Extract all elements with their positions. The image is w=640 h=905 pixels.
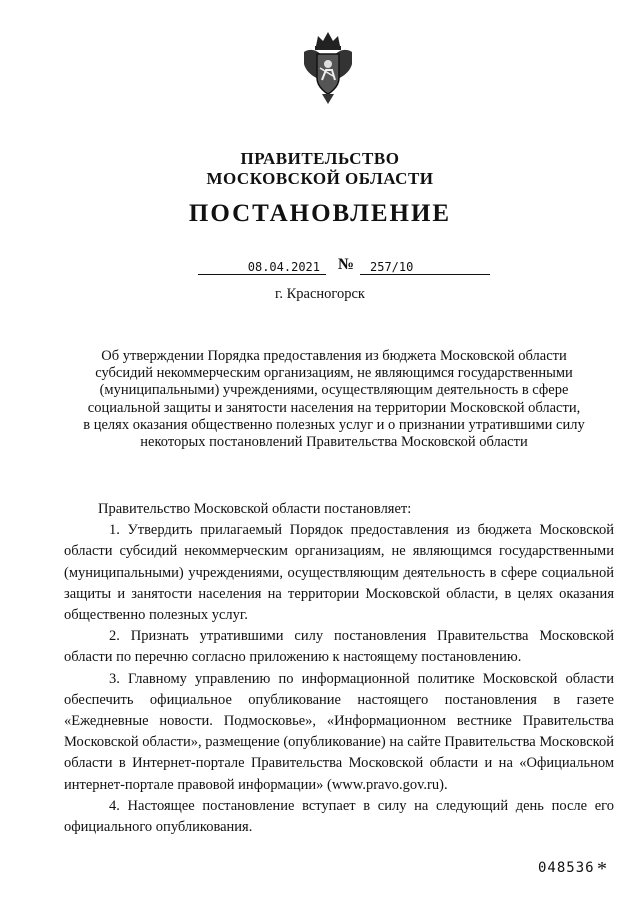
subject-line: (муниципальными) учреждениями, осуществляющим деятельность в сфере	[99, 382, 569, 399]
serial-number: 048536	[538, 860, 595, 876]
document-body	[64, 499, 614, 838]
subject-line: некоторых постановлений Правительства Московской области	[140, 434, 528, 451]
body-item-1: 1. Утвердить прилагаемый Порядок предоставления из бюджета Московской области субсидий некоммерческим организациям, не являющимся государственными (муниципальными) учреждениями, осуществляющим деятельность в сфере социальной защиты и занятости населения на территории Московской области, в целях оказания общественно полезных услуг.	[64, 522, 614, 624]
city: г. Красногорск	[275, 286, 365, 302]
subject-line: субсидий некоммерческим организациям, не являющимся государственными	[95, 365, 573, 382]
asterisk-mark: *	[597, 858, 607, 880]
body-item-2: 2. Признать утратившими силу постановления Правительства Московской области по перечню согласно приложению к настоящему постановлению.	[64, 628, 614, 666]
org-name-line2: МОСКОВСКОЙ ОБЛАСТИ	[206, 169, 434, 188]
subject-line: в целях оказания общественно полезных услуг и о признании утратившими силу	[83, 416, 585, 433]
coat-of-arms-icon	[300, 28, 356, 106]
body-intro: Правительство Московской области постановляет:	[98, 501, 412, 517]
number-sign: №	[338, 256, 355, 273]
body-item-4: 4. Настоящее постановление вступает в силу на следующий день после его официального опубликования.	[64, 797, 614, 836]
subject-line: социальной защиты и занятости населения на территории Московской области,	[87, 399, 581, 416]
document-subject	[60, 348, 608, 451]
document-date: 08.04.2021	[198, 260, 326, 275]
document-number: 257/10	[360, 260, 490, 275]
document-type-title: ПОСТАНОВЛЕНИЕ	[188, 200, 452, 227]
body-item-3: 3. Главному управлению по информационной политике Московской области обеспечить официальное опубликование настоящего постановления в газете «Ежедневные новости. Подмосковье», «Информационном вестнике Правительства Московской области», размещение (опубликование) на сайте Правительства Московской области в Интернет-портале Правительства Московской области и на «Официальном интернет-портале правовой информации» (www.pravo.gov.ru).	[64, 670, 614, 793]
subject-line: Об утверждении Порядка предоставления из бюджета Московской области	[101, 348, 567, 364]
org-name-line1: ПРАВИТЕЛЬСТВО	[240, 149, 400, 168]
